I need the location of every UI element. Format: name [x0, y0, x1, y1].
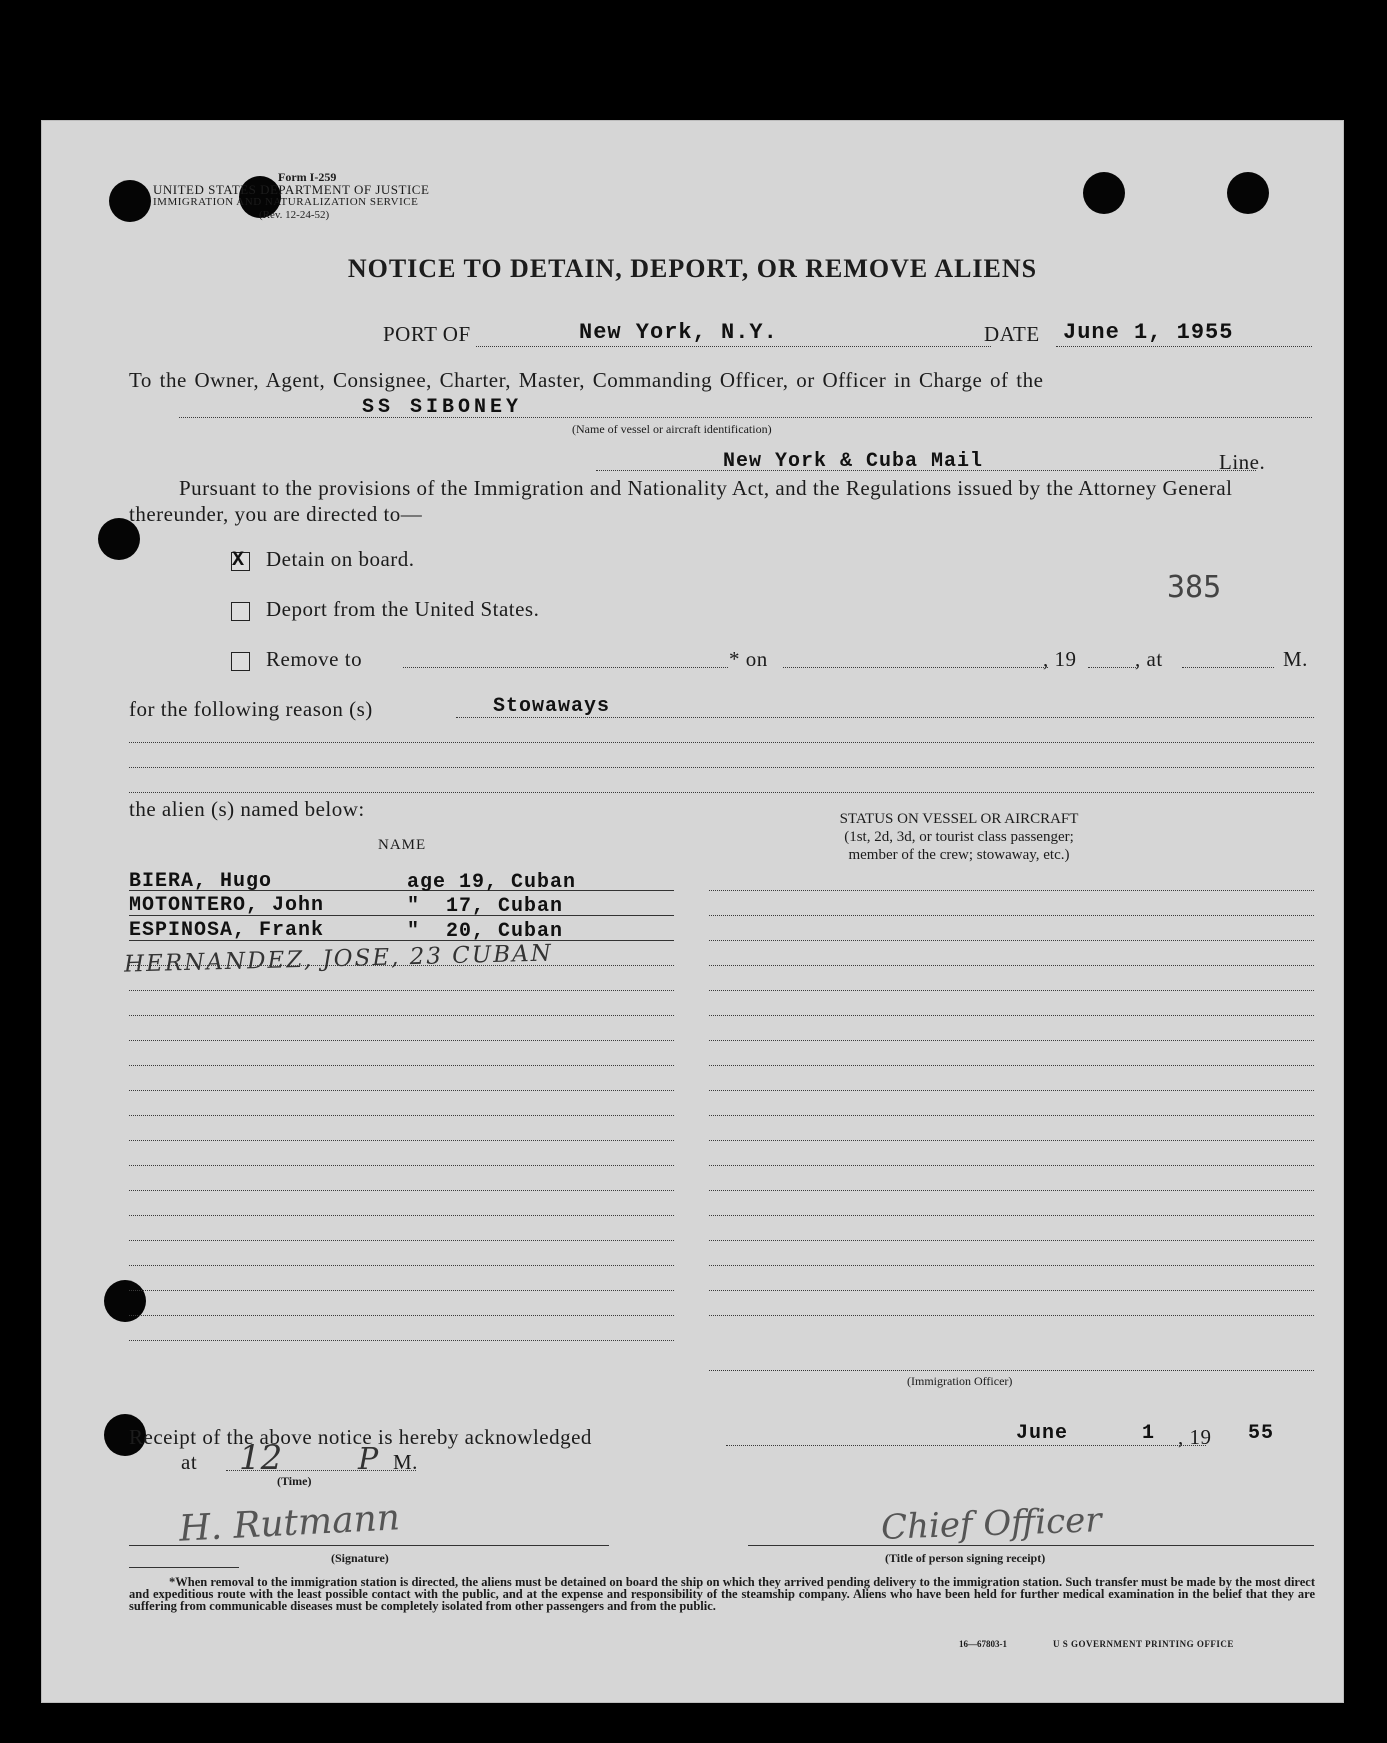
remove-year-line [1088, 667, 1138, 668]
deport-checkbox[interactable] [231, 602, 250, 621]
page-title: NOTICE TO DETAIN, DEPORT, OR REMOVE ALIENS [347, 254, 1038, 283]
alien-name-line [129, 1065, 674, 1066]
line-name-value: New York & Cuba Mail [723, 450, 984, 473]
form-revision: (Rev. 12-24-52) [259, 209, 330, 221]
alien-name-line [129, 1265, 674, 1266]
alien-detail: " 17, Cuban [407, 895, 564, 918]
signer-title-line [748, 1545, 1314, 1546]
status-line [709, 1215, 1314, 1216]
port-line [476, 346, 991, 347]
aliens-label: the alien (s) named below: [129, 797, 365, 821]
remove-date-line [783, 667, 1048, 668]
date-line [1056, 346, 1312, 347]
status-header: STATUS ON VESSEL OR AIRCRAFT [839, 811, 1079, 827]
line-suffix: Line. [1219, 450, 1266, 474]
detain-label: Detain on board. [266, 547, 415, 571]
remove-label: Remove to [266, 647, 363, 671]
receipt-text: Receipt of the above notice is hereby acknowledged [129, 1425, 592, 1449]
footnote-rule [129, 1567, 239, 1568]
status-line [709, 1240, 1314, 1241]
vessel-value: SS SIBONEY [362, 396, 523, 419]
officer-signature-line [709, 1370, 1314, 1371]
alien-name-line [129, 1040, 674, 1041]
status-line [709, 1040, 1314, 1041]
remove-checkbox[interactable] [231, 652, 250, 671]
status-line [709, 1115, 1314, 1116]
remove-destination-line [403, 667, 728, 668]
status-line [709, 1265, 1314, 1266]
remove-year-label: , 19 [1043, 647, 1077, 671]
alien-name: ESPINOSA, Frank [129, 919, 325, 942]
status-line [709, 1190, 1314, 1191]
receipt-year-suffix: 55 [1248, 1422, 1275, 1445]
status-line [709, 890, 1314, 891]
alien-name-line [129, 1315, 674, 1316]
vessel-line [179, 417, 1312, 418]
deport-label: Deport from the United States. [266, 597, 540, 621]
port-label: PORT OF [383, 322, 471, 346]
agency-line-2: IMMIGRATION AND NATURALIZATION SERVICE [153, 196, 419, 208]
reason-line [129, 742, 1314, 743]
footnote: *When removal to the immigration station is directed, the aliens must be detained on board the ship on which they arrived pending delivery to the immigration station. Such transfer must be made by the most direct and expeditious route with the least possible contact with the public, and at the expense and responsibility of the steamship company. Aliens who have been held for further medical examination in the belief that they are suffering from communicable diseases must be completely isolated from other passengers and from the public. [129, 1575, 1315, 1613]
alien-name-line [129, 1090, 674, 1091]
status-line [709, 940, 1314, 941]
alien-detail: " 20, Cuban [407, 920, 564, 943]
port-value: New York, N.Y. [579, 320, 778, 345]
name-header: NAME [378, 837, 427, 853]
receipt-time-caption: (Time) [277, 1474, 312, 1488]
alien-name-line [129, 1115, 674, 1116]
addressee-text: To the Owner, Agent, Consignee, Charter, Master, Commanding Officer, or Officer in Charge of the [129, 368, 1044, 392]
date-label: DATE [984, 322, 1040, 346]
signer-title-value: Chief Officer [880, 1500, 1103, 1548]
receipt-day: 1 [1142, 1422, 1156, 1445]
reason-value: Stowaways [493, 695, 611, 718]
stamp-number: 385 [1167, 570, 1222, 605]
status-line [709, 1065, 1314, 1066]
receipt-year-prefix: , 19 [1178, 1425, 1212, 1449]
status-subheader-1: (1st, 2d, 3d, or tourist class passenger; [844, 829, 1074, 845]
vessel-caption: (Name of vessel or aircraft identification) [572, 422, 772, 436]
status-line [709, 1165, 1314, 1166]
agency-line-1: UNITED STATES DEPARTMENT OF JUSTICE [153, 182, 430, 197]
receipt-at-label: at [181, 1450, 198, 1474]
status-line [709, 1140, 1314, 1141]
printer-imprint: U S GOVERNMENT PRINTING OFFICE [1053, 1639, 1234, 1649]
alien-name-line [129, 1015, 674, 1016]
reason-line [129, 767, 1314, 768]
receipt-month: June [1016, 1422, 1069, 1445]
alien-name-line [129, 1190, 674, 1191]
status-line [709, 1090, 1314, 1091]
receipt-m-label: M. [393, 1450, 418, 1474]
signature-caption: (Signature) [331, 1551, 389, 1565]
punch-hole [1227, 172, 1269, 214]
remove-m-label: M. [1283, 647, 1308, 671]
receipt-date-line [726, 1445, 1206, 1446]
pursuant-text: Pursuant to the provisions of the Immigration and Nationality Act, and the Regulations issued by the Attorney General thereunder, you are directed to— [129, 476, 1233, 526]
punch-hole [109, 180, 151, 222]
alien-name-line [129, 1240, 674, 1241]
status-line [709, 1015, 1314, 1016]
receipt-time: 12 [239, 1438, 283, 1478]
reason-line [129, 792, 1314, 793]
status-line [709, 965, 1314, 966]
status-subheader-2: member of the crew; stowaway, etc.) [848, 847, 1070, 863]
officer-caption: (Immigration Officer) [907, 1374, 1013, 1388]
check-mark: X [232, 549, 246, 572]
document-page [41, 120, 1344, 1703]
alien-name-line [129, 1340, 674, 1341]
date-value: June 1, 1955 [1063, 320, 1234, 345]
alien-name: MOTONTERO, John [129, 894, 325, 917]
remove-at-label: , at [1135, 647, 1163, 671]
form-number: Form I-259 [278, 170, 337, 184]
status-line [709, 915, 1314, 916]
status-line [709, 1315, 1314, 1316]
alien-name-line [129, 1165, 674, 1166]
signer-title-caption: (Title of person signing receipt) [885, 1551, 1046, 1565]
print-code: 16—67803-1 [959, 1639, 1007, 1649]
remove-time-line [1182, 667, 1274, 668]
detain-checkbox[interactable] [231, 549, 250, 572]
signature-line [129, 1545, 609, 1546]
alien-detail: age 19, Cuban [407, 871, 577, 894]
alien-name: BIERA, Hugo [129, 870, 273, 893]
receipt-ampm: P [358, 1442, 379, 1477]
signature-value: H. Rutmann [178, 1497, 401, 1550]
status-line [709, 1290, 1314, 1291]
alien-name-line [129, 1215, 674, 1216]
alien-name-line [129, 1290, 674, 1291]
reason-label: for the following reason (s) [129, 697, 373, 721]
alien-name-line [129, 1140, 674, 1141]
status-line [709, 990, 1314, 991]
alien-name-line [129, 990, 674, 991]
remove-on-label: * on [729, 647, 768, 671]
punch-hole [1083, 172, 1125, 214]
alien-name-handwritten: HERNANDEZ, JOSE, 23 CUBAN [123, 940, 554, 978]
